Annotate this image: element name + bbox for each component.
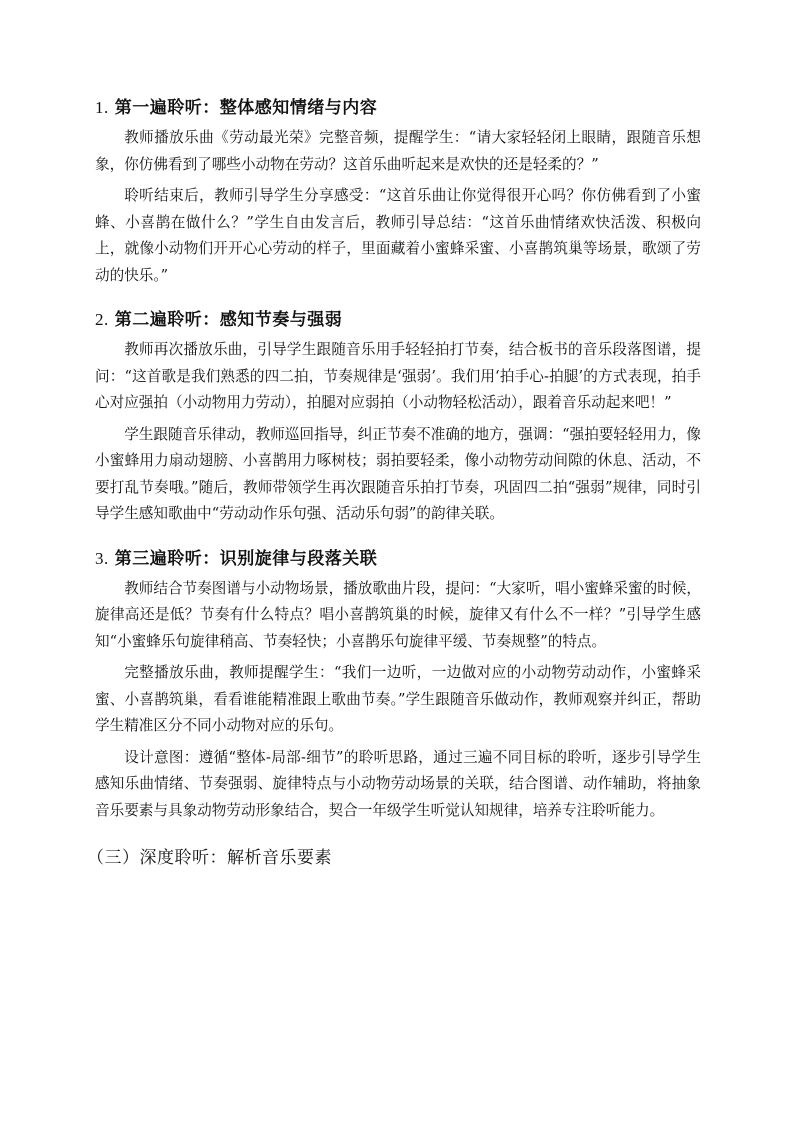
document-body [87, 94, 701, 872]
subsection-heading: （三）深度聆听：解析音乐要素 [87, 848, 332, 868]
section-number-2: 2. [95, 310, 109, 329]
paragraph: 完整播放乐曲，教师提醒学生：“我们一边听，一边做对应的小动物劳动动作，小蜜蜂采蜜、小喜鹊筑巢，看看谁能精准跟上歌曲节奏。”学生跟随音乐做动作，教师观察并纠正，帮助学生精准区分不同小动物对应的乐句。 [95, 664, 701, 734]
paragraph: 教师播放乐曲《劳动最光荣》完整音频，提醒学生：“请大家轻轻闭上眼睛，跟随音乐想象，你仿佛看到了哪些小动物在劳动？这首乐曲听起来是欢快的还是轻柔的？” [95, 129, 701, 173]
section-title-1: 第一遍聆听：整体感知情绪与内容 [114, 98, 378, 118]
section-spacer [95, 533, 701, 545]
paragraph: 聆听结束后，教师引导学生分享感受：“这首乐曲让你觉得很开心吗？你仿佛看到了小蜜蜂、小喜鹊在做什么？”学生自由发言后，教师引导总结：“这首乐曲情绪欢快活泼、积极向上，就像小动物们开开心心劳动的样子，里面藏着小蜜蜂采蜜、小喜鹊筑巢等场景，歌颂了劳动的快乐。” [95, 187, 701, 284]
paragraph: 学生跟随音乐律动，教师巡回指导，纠正节奏不准确的地方，强调：“强拍要轻轻用力，像小蜜蜂用力扇动翅膀、小喜鹊用力啄树枝；弱拍要轻柔，像小动物劳动间隙的休息、活动，不要打乱节奏哦。”随后，教师带领学生再次跟随音乐拍打节奏，巩固四二拍“强弱”规律，同时引导学生感知歌曲中“劳动动作乐句强、活动乐句弱”的韵律关联。 [95, 425, 701, 522]
paragraph: 教师结合节奏图谱与小动物场景，播放歌曲片段，提问：“大家听，唱小蜜蜂采蜜的时候，旋律高还是低？节奏有什么特点？唱小喜鹊筑巢的时候，旋律又有什么不一样？”引导学生感知“小蜜蜂乐句旋律稍高、节奏轻快；小喜鹊乐句旋律平缓、节奏规整”的特点。 [95, 579, 701, 650]
section-heading-3 [95, 545, 701, 573]
section-title-3: 第三遍聆听：识别旋律与段落关联 [114, 548, 378, 569]
section-number-1: 1. [95, 98, 109, 117]
section-number-3: 3. [95, 548, 109, 568]
design-intent-paragraph: 设计意图：遵循“整体-局部-细节”的聆听思路，通过三遍不同目标的聆听，逐步引导学生感知乐曲情绪、节奏强弱、旋律特点与小动物劳动场景的关联，结合图谱、动作辅助，将抽象音乐要素与具象动物劳动形象结合，契合一年级学生听觉认知规律，培养专注聆听能力。 [95, 748, 701, 819]
section-spacer [95, 294, 701, 306]
paragraph: 教师再次播放乐曲，引导学生跟随音乐用手轻轻拍打节奏，结合板书的音乐段落图谱，提问：“这首歌是我们熟悉的四二拍，节奏规律是‘强弱’。我们用‘拍手心-拍腿’的方式表现，拍手心对应强拍（小动物用力劳动），拍腿对应弱拍（小动物轻松活动），跟着音乐动起来吧！” [95, 341, 701, 411]
section-heading-1 [95, 94, 701, 122]
section-title-2: 第二遍聆听：感知节奏与强弱 [114, 310, 343, 330]
section-heading-2 [95, 306, 701, 334]
